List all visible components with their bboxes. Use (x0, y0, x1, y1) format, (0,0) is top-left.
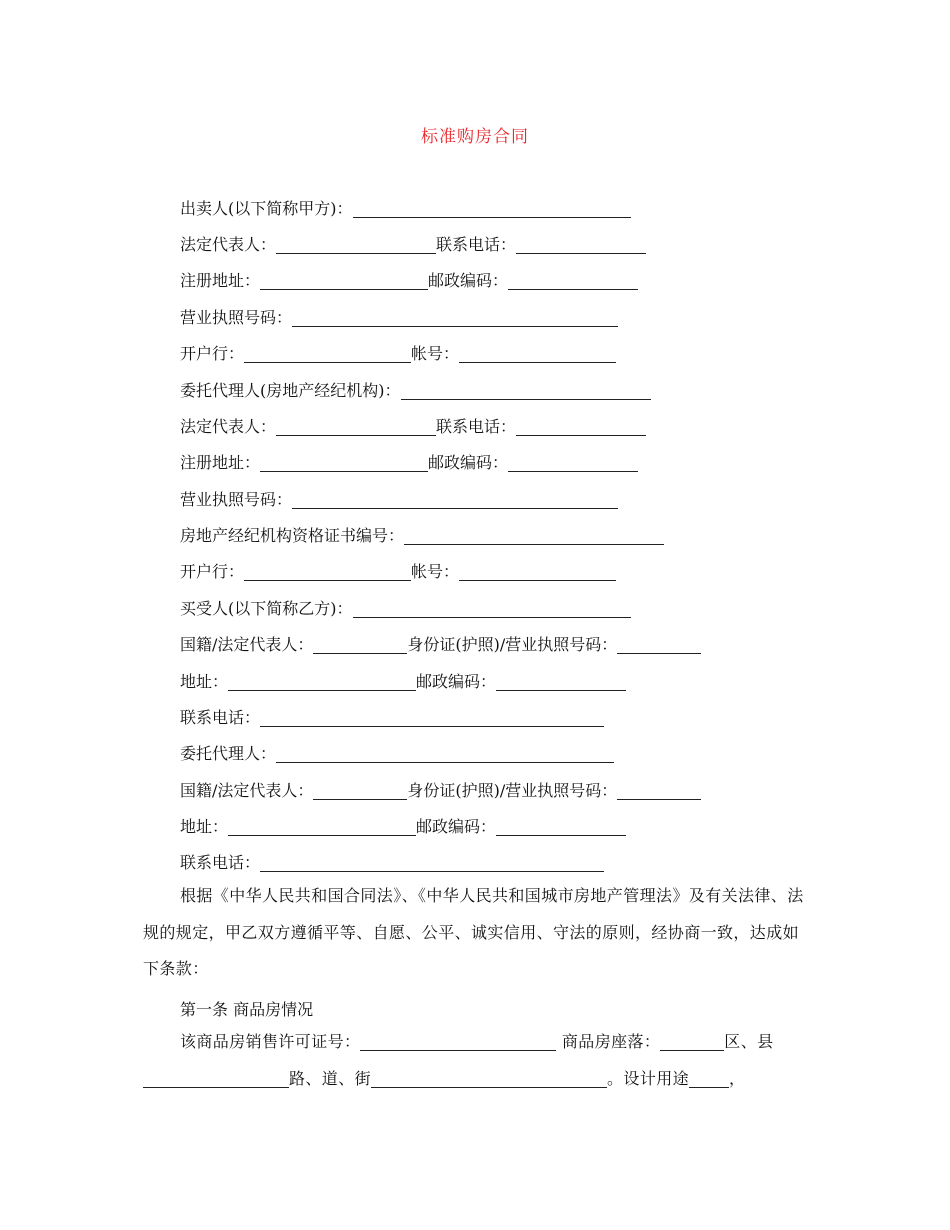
field-label: 联系电话： (436, 235, 517, 254)
field-label: 身份证(护照)/营业执照号码： (407, 635, 618, 654)
field-label: 帐号： (411, 562, 460, 581)
field-bank (180, 340, 616, 368)
field-nationality (180, 631, 701, 659)
blank-line[interactable] (617, 633, 701, 654)
blank-line[interactable] (353, 197, 631, 218)
article-text: 。设计用途 (607, 1068, 690, 1088)
blank-line[interactable] (459, 560, 616, 581)
blank-line[interactable] (371, 1067, 607, 1088)
field-label: 开户行： (180, 562, 245, 581)
field-label: 邮政编码： (428, 271, 509, 290)
field-label: 开户行： (180, 344, 245, 363)
field-label: 联系电话： (180, 708, 261, 727)
blank-line[interactable] (689, 1067, 729, 1088)
field-label: 营业执照号码： (180, 308, 293, 327)
field-legal-rep (180, 413, 646, 441)
preamble-paragraph: 根据《中华人民共和国合同法》、《中华人民共和国城市房地产管理法》及有关法律、法规的规定，甲乙双方遵循平等、自愿、公平、诚实信用、守法的原则，经协商一致，达成如下条款： (143, 886, 804, 978)
field-label: 营业执照号码： (180, 490, 293, 509)
blank-line[interactable] (496, 670, 626, 691)
blank-line[interactable] (276, 742, 614, 763)
field-agent (180, 377, 651, 405)
blank-line[interactable] (353, 597, 631, 618)
field-label: 地址： (180, 672, 229, 691)
field-label: 国籍/法定代表人： (180, 781, 314, 800)
blank-line[interactable] (276, 415, 436, 436)
blank-line[interactable] (143, 1067, 289, 1088)
blank-line[interactable] (660, 1030, 724, 1051)
article-text: ， (729, 1068, 746, 1088)
blank-line[interactable] (260, 851, 604, 872)
field-label: 国籍/法定代表人： (180, 635, 314, 654)
field-label: 联系电话： (180, 853, 261, 872)
field-label: 法定代表人： (180, 235, 277, 254)
field-label: 帐号： (411, 344, 460, 363)
blank-line[interactable] (244, 342, 411, 363)
field-phone (180, 704, 604, 732)
article-text: 区、县 (724, 1032, 774, 1051)
blank-line[interactable] (228, 670, 416, 691)
blank-line[interactable] (496, 815, 626, 836)
article-text: 该商品房销售许可证号： (180, 1032, 361, 1051)
field-address (180, 668, 626, 696)
field-label: 出卖人(以下简称甲方)： (180, 199, 353, 218)
field-label: 注册地址： (180, 453, 261, 472)
blank-line[interactable] (244, 560, 411, 581)
blank-line[interactable] (516, 233, 646, 254)
blank-line[interactable] (292, 306, 618, 327)
blank-line[interactable] (260, 451, 428, 472)
field-label: 身份证(护照)/营业执照号码： (407, 781, 618, 800)
field-nationality (180, 777, 701, 805)
field-reg-address (180, 449, 638, 477)
article-heading: 第一条 商品房情况 (180, 1000, 314, 1019)
blank-line[interactable] (404, 524, 664, 545)
blank-line[interactable] (260, 269, 428, 290)
field-label: 注册地址： (180, 271, 261, 290)
blank-line[interactable] (401, 379, 651, 400)
field-label: 邮政编码： (416, 672, 497, 691)
field-label: 联系电话： (436, 417, 517, 436)
field-label: 委托代理人： (180, 744, 277, 763)
blank-line[interactable] (508, 451, 638, 472)
blank-line[interactable] (276, 233, 436, 254)
blank-line[interactable] (313, 779, 407, 800)
blank-line[interactable] (459, 342, 616, 363)
field-label: 邮政编码： (416, 817, 497, 836)
field-label: 房地产经纪机构资格证书编号： (180, 526, 405, 545)
field-label: 地址： (180, 817, 229, 836)
field-label: 买受人(以下简称乙方)： (180, 599, 353, 618)
blank-line[interactable] (313, 633, 407, 654)
blank-line[interactable] (508, 269, 638, 290)
field-agent (180, 740, 614, 768)
blank-line[interactable] (360, 1030, 556, 1051)
field-license-no (180, 304, 618, 332)
field-label: 委托代理人(房地产经纪机构)： (180, 381, 401, 400)
blank-line[interactable] (228, 815, 416, 836)
field-address (180, 813, 626, 841)
article-text: 商品房座落： (556, 1032, 661, 1051)
field-phone (180, 849, 604, 877)
blank-line[interactable] (617, 779, 701, 800)
field-bank (180, 558, 616, 586)
field-seller (180, 195, 631, 223)
field-label: 法定代表人： (180, 417, 277, 436)
blank-line[interactable] (260, 706, 604, 727)
blank-line[interactable] (292, 488, 618, 509)
field-label: 邮政编码： (428, 453, 509, 472)
field-legal-rep (180, 231, 646, 259)
article-text: 路、道、街 (289, 1068, 372, 1088)
field-license-no (180, 486, 618, 514)
article-1-paragraph (143, 1024, 808, 1097)
field-agency-cert (180, 522, 664, 550)
blank-line[interactable] (516, 415, 646, 436)
field-buyer (180, 595, 631, 623)
field-reg-address (180, 267, 638, 295)
document-title: 标准购房合同 (421, 127, 529, 147)
